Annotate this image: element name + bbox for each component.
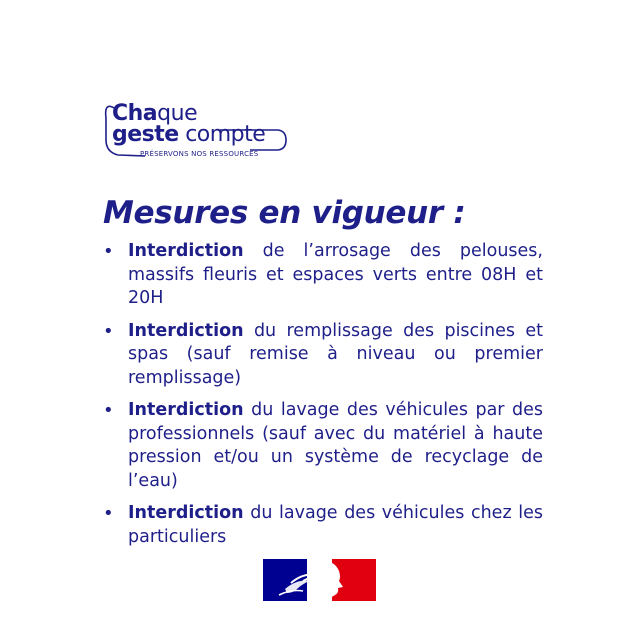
chaque-geste-compte-logo <box>100 100 290 170</box>
logo-line2-bold: geste <box>112 122 179 147</box>
bullet-icon: • <box>103 320 114 342</box>
item-keyword: Interdiction <box>128 241 244 261</box>
item-text: du remplissage des piscines et spas (sauf remise à niveau ou premier remplissage) <box>128 320 543 388</box>
item-text: de l’arrosage des pelouses, massifs fleuris et espaces verts entre 08H et 20H <box>128 241 543 308</box>
list-item <box>103 399 543 493</box>
logo-tagline: PRÉSERVONS NOS RESSOURCES <box>140 150 259 158</box>
logo-line1-light: que <box>157 101 198 126</box>
logo-line2-light: compte <box>178 122 266 147</box>
page-title: Mesures en vigueur : <box>103 195 466 231</box>
item-keyword: Interdiction <box>128 320 244 341</box>
bullet-icon: • <box>103 241 114 262</box>
logo-line1-bold: Cha <box>112 101 158 126</box>
measures-list <box>103 240 543 558</box>
marianne-flag-icon <box>263 559 376 601</box>
list-item <box>103 502 543 549</box>
list-item <box>103 240 543 311</box>
bullet-icon: • <box>103 400 114 421</box>
item-keyword: Interdiction <box>128 503 244 523</box>
item-text: du lavage des véhicules par des professionnels (sauf avec du matériel à haute pression et/ou un système de recyclage de l’eau) <box>128 400 543 491</box>
flag-blue-band <box>263 559 307 601</box>
item-text: du lavage des véhicules chez les particuliers <box>128 503 543 547</box>
bullet-icon: • <box>103 503 114 524</box>
list-item <box>103 320 543 391</box>
item-keyword: Interdiction <box>128 400 244 420</box>
